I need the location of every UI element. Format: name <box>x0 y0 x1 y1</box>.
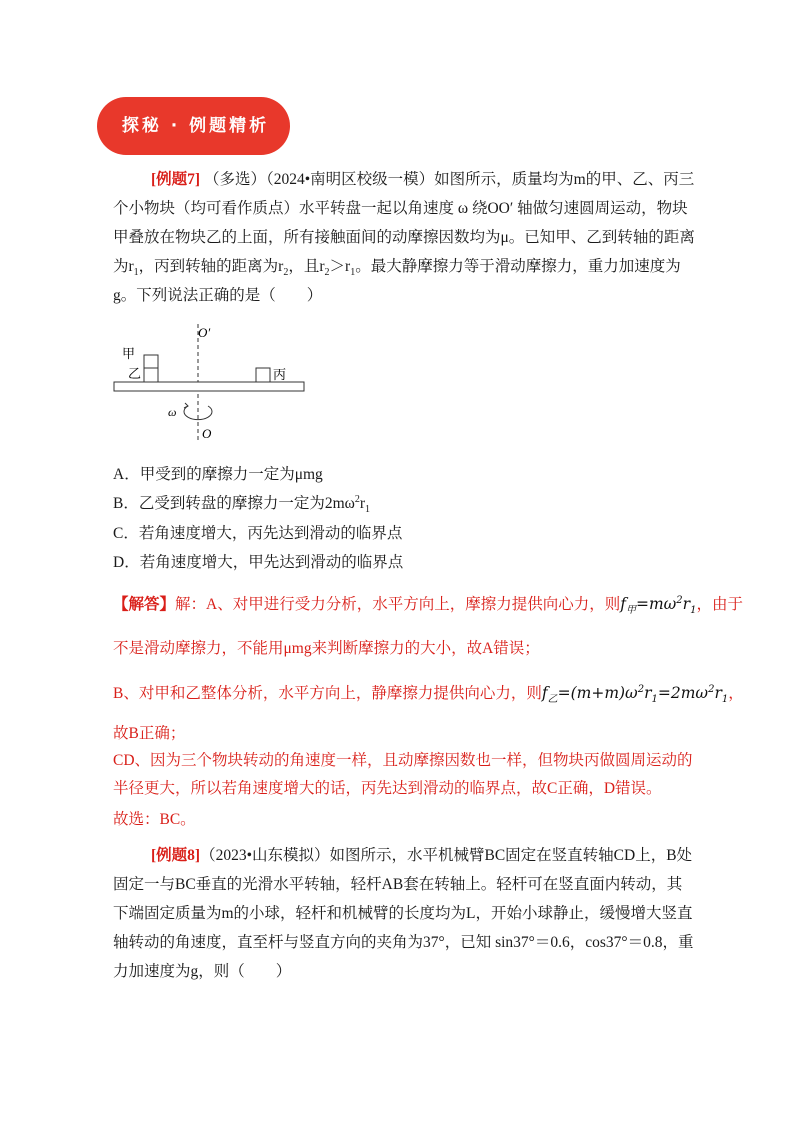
example-7-tag: [例题7] <box>151 171 201 188</box>
answer-line-2: 不是滑动摩擦力，不能用μmg来判断摩擦力的大小，故A错误； <box>113 640 540 657</box>
example-8-tag: [例题8] <box>151 847 201 864</box>
option-a: A．甲受到的摩擦力一定为μmg <box>113 466 323 483</box>
label-yi: 乙 <box>128 366 142 381</box>
section-banner: 探秘 · 例题精析 <box>97 97 290 155</box>
equation-1: $f_甲=m\omega^2r_1$ <box>620 594 697 617</box>
answer-choice: 故选：BC。 <box>113 811 196 828</box>
equation-2: $f_乙=(m+m)\omega^2r_1=2m\omega^2r_1$ <box>541 683 729 706</box>
label-jia: 甲 <box>122 346 136 361</box>
axis-bottom-label: O <box>202 426 212 441</box>
answer-line-5: CD、因为三个物块转动的角速度一样，且动摩擦因数也一样，但物块丙做圆周运动的半径更大，所以若角速度增大的话，丙先达到滑动的临界点，故C正确，D错误。 <box>113 752 693 797</box>
turntable-figure <box>110 318 310 446</box>
option-b: B．乙受到转盘的摩擦力一定为$2m\omega^2r_1$ <box>113 493 371 516</box>
block-jia <box>144 355 158 368</box>
axis-top-label: O′ <box>198 325 211 340</box>
block-bing <box>256 368 270 382</box>
option-d: D．若角速度增大，甲先达到滑动的临界点 <box>113 554 404 571</box>
label-bing: 丙 <box>273 367 287 382</box>
answer-line-3: B、对甲和乙整体分析，水平方向上，静摩擦力提供向心力，则$f_乙=(m+m)\omega^2r_1=2m\omega^2r_1$， <box>113 683 744 706</box>
example-7-stem: [例题7] （多选）（2024•南明区校级一模）如图所示，质量均为m的甲、乙、丙三个小物块（均可看作质点）水平转盘一起以角速度 ω 绕OO′ 轴做匀速圆周运动，物块甲叠放在物块乙的上面，所有接触面间的动摩擦因数均为μ。已知甲、乙到转轴的距离为$r_1$，丙到转轴的距离为$r_2$，且$r_2>r_1$。最大静摩擦力等于滑动摩擦力，重力加速度为g。下列说法正确的是（ ） <box>113 171 695 304</box>
turntable-disk <box>114 382 304 391</box>
answer-tag: 【解答】 <box>113 596 176 613</box>
answer-line-1: 【解答】解：A、对甲进行受力分析，水平方向上，摩擦力提供向心力，则$f_甲=m\omega^2r_1$，由于 <box>113 594 743 617</box>
block-yi <box>144 368 158 382</box>
answer-line-4: 故B正确； <box>113 725 186 742</box>
option-c: C．若角速度增大，丙先达到滑动的临界点 <box>113 525 403 542</box>
omega-label: ω <box>168 405 177 419</box>
example-8-stem: [例题8]（2023•山东模拟）如图所示，水平机械臂BC固定在竖直转轴CD上，B处固定一与BC垂直的光滑水平转轴，轻杆AB套在转轴上。轻杆可在竖直面内转动，其下端固定质量为m的小球，轻杆和机械臂的长度均为L，开始小球静止，缓慢增大竖直轴转动的角速度，直至杆与竖直方向的夹角为37°，已知 sin37°＝0.6，cos37°＝0.8，重力加速度为g，则（ ） <box>113 847 694 980</box>
